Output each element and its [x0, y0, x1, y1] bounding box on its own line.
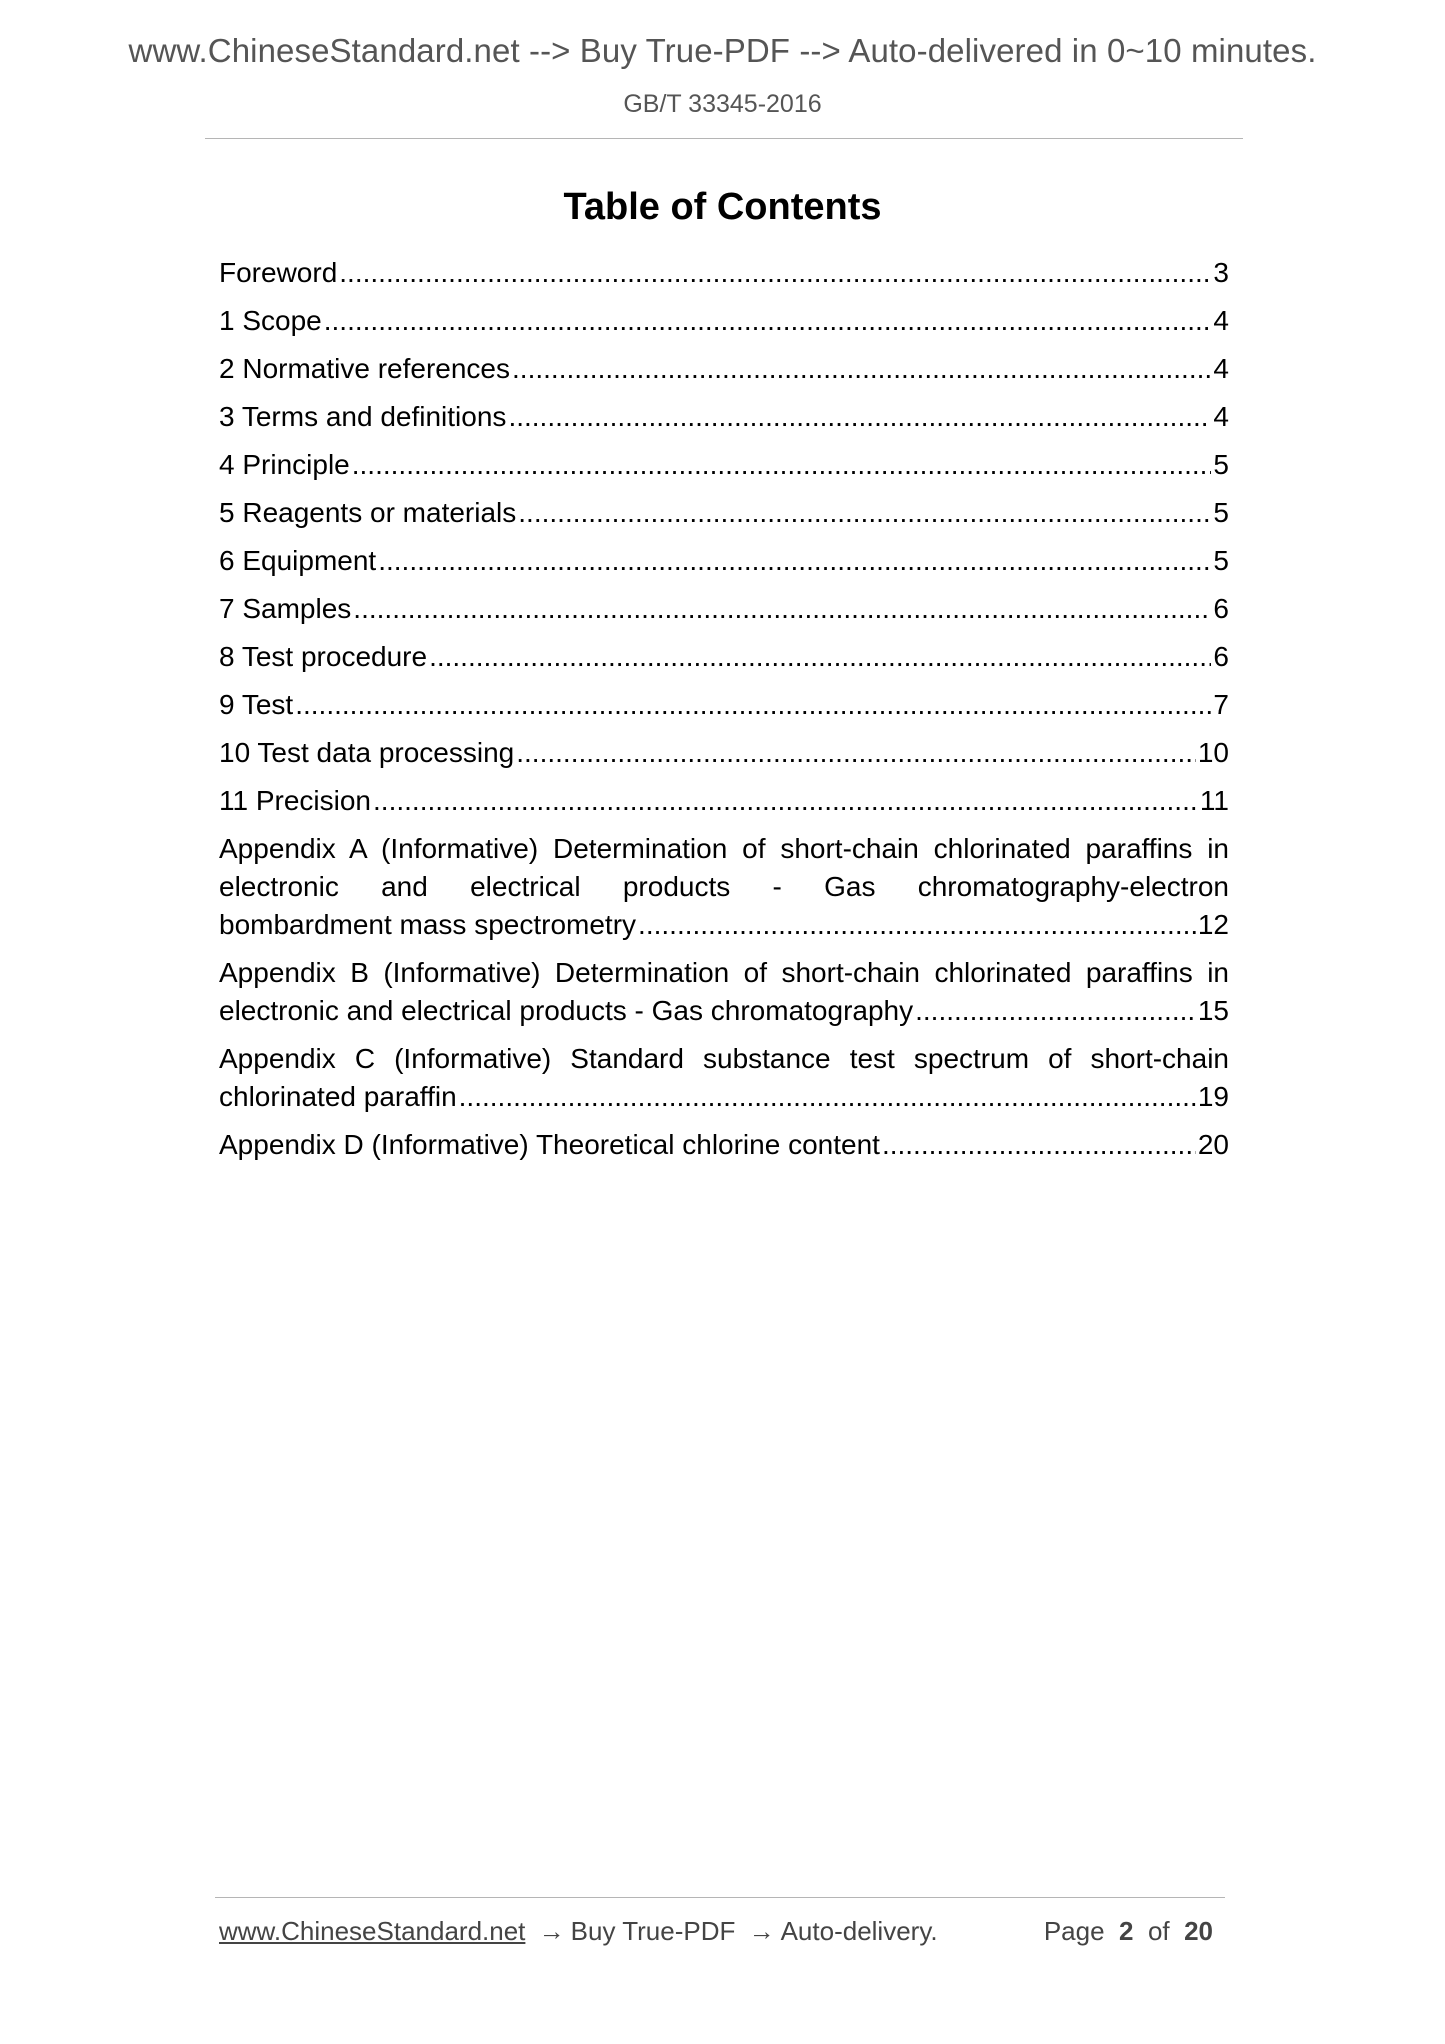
toc-entry[interactable] — [219, 350, 1229, 388]
toc-entry-page: 3 — [1213, 257, 1229, 288]
toc-entry-title-line: electronic and electrical products - Gas chromatography — [219, 995, 914, 1026]
toc-entry-page: 11 — [1199, 785, 1229, 816]
toc-entry-title-line: Appendix A (Informative) Determination of short-chain chlorinated paraffins in — [219, 833, 1229, 864]
toc-entry-title: 7 Samples — [219, 593, 352, 624]
footer-buy-text: Buy True-PDF — [570, 1916, 736, 1946]
toc-entry[interactable] — [219, 1126, 1229, 1164]
toc-entry-page: 5 — [1213, 497, 1229, 528]
document-id: GB/T 33345-2016 — [623, 90, 822, 118]
toc-entry-page: 6 — [1213, 593, 1229, 624]
toc-entry[interactable] — [219, 830, 1229, 944]
toc-leader-dots — [352, 446, 1212, 484]
footer-left — [219, 1916, 938, 1947]
toc-entry-page: 5 — [1213, 449, 1229, 480]
toc-entry-page: 7 — [1213, 689, 1229, 720]
arrow-right-icon: → — [748, 1916, 775, 1946]
toc-entry-page: 4 — [1213, 401, 1229, 432]
toc-entry-title-line: Appendix B (Informative) Determination of short-chain chlorinated paraffins in — [219, 957, 1229, 988]
footer-divider — [215, 1897, 1225, 1898]
toc-entry-title-line: chlorinated paraffin — [219, 1081, 457, 1112]
page-indicator — [1044, 1916, 1213, 1947]
toc-entry-title: 2 Normative references — [219, 353, 511, 384]
toc-entry-page: 12 — [1197, 909, 1229, 940]
toc-entry-title: Appendix D (Informative) Theoretical chlorine content — [219, 1129, 880, 1160]
of-label: of — [1147, 1916, 1170, 1946]
toc-leader-dots — [429, 638, 1211, 676]
toc-entry-title: 5 Reagents or materials — [219, 497, 517, 528]
toc-entry[interactable] — [219, 954, 1229, 1030]
toc-entry[interactable] — [219, 398, 1229, 436]
toc-entry-title: 1 Scope — [219, 305, 322, 336]
toc-entry-title: 8 Test procedure — [219, 641, 428, 672]
toc-entry[interactable] — [219, 446, 1229, 484]
toc-entry-title: Foreword — [219, 257, 338, 288]
toc-entry-page: 20 — [1197, 1129, 1229, 1160]
toc-entry[interactable] — [219, 1040, 1229, 1116]
footer-delivery-text: Auto-delivery. — [780, 1916, 938, 1946]
toc-entry-page: 15 — [1197, 995, 1229, 1026]
toc-entry-title-line: Appendix C (Informative) Standard substance test spectrum of short-chain — [219, 1043, 1229, 1074]
toc-entry-title: 3 Terms and definitions — [219, 401, 507, 432]
toc-entry[interactable] — [219, 542, 1229, 580]
toc-leader-dots — [324, 302, 1212, 340]
toc-entry[interactable] — [219, 638, 1229, 676]
toc-entry-title-line: bombardment mass spectrometry — [219, 909, 637, 940]
toc-entry[interactable] — [219, 302, 1229, 340]
toc-entry-page: 10 — [1197, 737, 1229, 768]
toc-leader-dots — [353, 590, 1211, 628]
page-title: Table of Contents — [563, 186, 882, 228]
footer-site-link[interactable]: www.ChineseStandard.net — [219, 1916, 526, 1946]
toc-entry[interactable] — [219, 686, 1229, 724]
toc-entry-title-line: electronic and electrical products - Gas chromatography-electron — [219, 871, 1229, 902]
toc-entry[interactable] — [219, 494, 1229, 532]
toc-entry-title: 10 Test data processing — [219, 737, 515, 768]
toc-leader-dots — [339, 254, 1211, 292]
toc-leader-dots — [373, 782, 1198, 820]
toc-leader-dots — [295, 686, 1211, 724]
toc-leader-dots — [518, 494, 1211, 532]
toc-leader-dots — [508, 398, 1211, 436]
header-banner: www.ChineseStandard.net --> Buy True-PDF --> Auto-delivered in 0~10 minutes. — [128, 32, 1317, 69]
toc-entry-title: 11 Precision — [219, 785, 372, 816]
toc-entry-page: 19 — [1197, 1081, 1229, 1112]
toc-leader-dots — [512, 350, 1211, 388]
toc-entry[interactable] — [219, 254, 1229, 292]
toc-entry[interactable] — [219, 590, 1229, 628]
toc-entry-page: 4 — [1213, 353, 1229, 384]
toc-leader-dots — [378, 542, 1211, 580]
arrow-right-icon: → — [538, 1916, 565, 1946]
toc-entry-title: 4 Principle — [219, 449, 350, 480]
toc-leader-dots — [882, 1126, 1196, 1164]
page-footer — [219, 1916, 1221, 1947]
toc-leader-dots — [638, 906, 1196, 944]
table-of-contents — [219, 254, 1229, 1174]
toc-entry-title: 6 Equipment — [219, 545, 377, 576]
page-total: 20 — [1184, 1916, 1213, 1946]
toc-entry[interactable] — [219, 734, 1229, 772]
toc-entry[interactable] — [219, 782, 1229, 820]
toc-leader-dots — [516, 734, 1196, 772]
toc-entry-page: 6 — [1213, 641, 1229, 672]
header-divider — [205, 138, 1243, 139]
toc-entry-page: 4 — [1213, 305, 1229, 336]
toc-leader-dots — [915, 992, 1196, 1030]
toc-leader-dots — [459, 1078, 1196, 1116]
toc-entry-page: 5 — [1213, 545, 1229, 576]
page-label: Page — [1043, 1916, 1105, 1946]
toc-entry-title: 9 Test — [219, 689, 294, 720]
page-current: 2 — [1119, 1916, 1134, 1946]
